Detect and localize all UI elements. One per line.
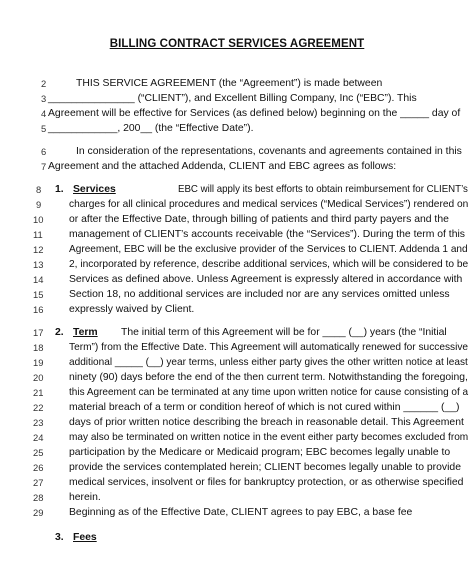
line-number: 19 <box>33 357 44 368</box>
agreement-line: Agreement will be effective for Services (as defined below) beginning on the _____ day of <box>48 108 461 119</box>
agreement-line: provide the services contemplated herein; CLIENT becomes legally unable to provide <box>69 462 461 473</box>
agreement-line: or after the Effective Date, through billing of patients and third party payers and the <box>69 214 449 225</box>
agreement-line: charges for all clinical procedures and medical services (“Medical Services”) rendered on <box>69 199 469 210</box>
line-number: 28 <box>33 492 44 503</box>
line-number: 14 <box>33 274 44 285</box>
line-number: 12 <box>33 244 44 255</box>
line-number: 3 <box>41 93 47 104</box>
agreement-line: may also be terminated on written notice in the event either party becomes excluded from <box>69 432 469 443</box>
agreement-line: days of prior written notice describing the breach in reasonable detail. This Agreement <box>69 417 464 428</box>
line-number: 4 <box>41 108 47 119</box>
document-title: BILLING CONTRACT SERVICES AGREEMENT <box>109 38 365 50</box>
agreement-line: participation by the Medicare or Medicaid program; EBC becomes legally unable to <box>69 447 451 458</box>
section-heading-term <box>55 326 98 339</box>
agreement-line: EBC will apply its best efforts to obtain reimbursement for CLIENT’s <box>178 184 468 195</box>
line-number: 29 <box>33 507 44 518</box>
line-number: 20 <box>33 372 44 383</box>
line-number: 2 <box>41 78 47 89</box>
line-number: 8 <box>36 184 42 195</box>
agreement-line: Agreement, EBC will be the exclusive provider of the Services to CLIENT. Addenda 1 and <box>69 244 468 255</box>
agreement-line: _______________ (“CLIENT”), and Excellent Billing Company, Inc (“EBC”). This <box>48 93 417 104</box>
line-number: 13 <box>33 259 44 270</box>
agreement-line: management of CLIENT’s accounts receivable (the “Services”). During the term of this <box>69 229 465 240</box>
agreement-line: Section 18, no additional services are included nor are any services omitted unless <box>69 289 450 300</box>
agreement-line: this Agreement can be terminated at any time upon written notice for cause consisting of a <box>69 387 469 398</box>
section-heading-services <box>55 183 116 196</box>
section-heading-fees <box>55 531 97 544</box>
agreement-line: ninety (90) days before the end of the then current term. Notwithstanding the foregoing, <box>69 372 468 383</box>
line-number: 5 <box>41 123 47 134</box>
agreement-line: Beginning as of the Effective Date, CLIENT agrees to pay EBC, a base fee <box>69 507 413 518</box>
section-number: 2. <box>55 327 64 338</box>
line-number: 27 <box>33 477 44 488</box>
line-number: 18 <box>33 342 44 353</box>
line-number: 9 <box>36 199 42 210</box>
agreement-line: herein. <box>69 492 101 503</box>
line-number: 24 <box>33 432 44 443</box>
agreement-line: expressly waived by Client. <box>69 304 195 315</box>
agreement-line: In consideration of the representations, covenants and agreements contained in this <box>76 146 462 157</box>
line-number: 6 <box>41 146 47 157</box>
section-label: Fees <box>73 532 97 543</box>
line-number: 10 <box>33 214 44 225</box>
agreement-line: 2, incorporated by reference, describe additional services, which will be considered to be <box>69 259 469 270</box>
section-label: Term <box>73 327 98 338</box>
line-number: 25 <box>33 447 44 458</box>
line-number: 11 <box>33 229 43 240</box>
line-number: 7 <box>41 161 47 172</box>
agreement-line: The initial term of this Agreement will be for ____ (__) years (the “Initial <box>121 327 447 338</box>
line-number: 21 <box>33 387 44 398</box>
agreement-line: ____________, 200__ (the “Effective Date”). <box>48 123 254 134</box>
agreement-line: medical services, insolvent or files for bankruptcy protection, or as otherwise specified <box>69 477 464 488</box>
agreement-line: Services as defined above. Unless Agreement is expressly altered in accordance with <box>69 274 463 285</box>
agreement-line: material breach of a term or condition hereof of which is not cured within ______ (__) <box>69 402 460 413</box>
agreement-line: Agreement and the attached Addenda, CLIENT and EBC agrees as follows: <box>48 161 397 172</box>
agreement-line: THIS SERVICE AGREEMENT (the “Agreement”) is made between <box>76 78 383 89</box>
line-number: 15 <box>33 289 44 300</box>
line-number: 26 <box>33 462 44 473</box>
line-number: 17 <box>33 327 44 338</box>
line-number: 22 <box>33 402 44 413</box>
section-number: 1. <box>55 184 64 195</box>
section-label: Services <box>73 184 116 195</box>
agreement-line: Term”) from the Effective Date. This Agreement will automatically renewed for successive <box>69 342 469 353</box>
section-number: 3. <box>55 532 64 543</box>
line-number: 16 <box>33 304 44 315</box>
agreement-line: additional _____ (__) year terms, unless either party gives the other written notice at least <box>69 357 468 368</box>
line-number: 23 <box>33 417 44 428</box>
